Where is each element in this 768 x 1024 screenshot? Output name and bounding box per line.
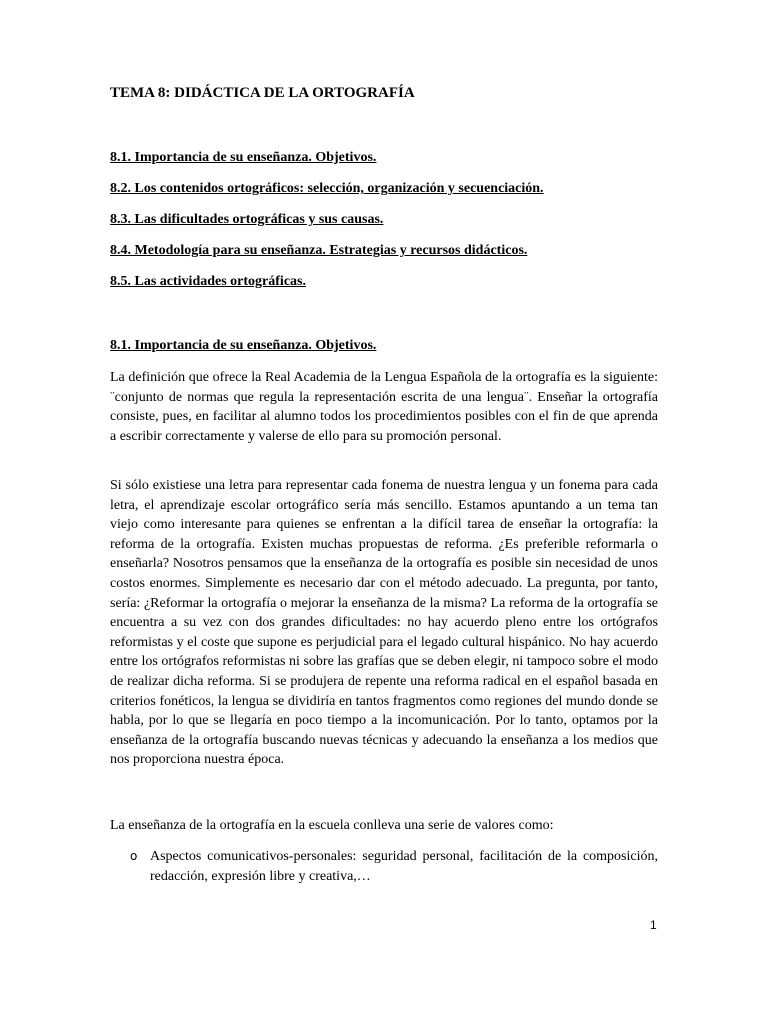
paragraph-values-intro: La enseñanza de la ortografía en la escuela conlleva una serie de valores como: <box>110 818 554 833</box>
toc-item-8-1: 8.1. Importancia de su enseñanza. Objetivos. <box>110 150 377 165</box>
document-title: TEMA 8: DIDÁCTICA DE LA ORTOGRAFÍA <box>110 85 415 101</box>
bullet-text: Aspectos comunicativos-personales: seguridad personal, facilitación de la composición, redacción, expresión libre y creativa,… <box>150 849 658 884</box>
toc-item-8-5: 8.5. Las actividades ortográficas. <box>110 274 306 289</box>
toc-item-8-4: 8.4. Metodología para su enseñanza. Estrategias y recursos didácticos. <box>110 243 528 258</box>
toc-item-8-2: 8.2. Los contenidos ortográficos: selección, organización y secuenciación. <box>110 181 544 196</box>
page-number: 1 <box>650 918 657 932</box>
bullet-item <box>130 847 658 886</box>
paragraph-reform: Si sólo existiese una letra para representar cada fonema de nuestra lengua y un fonema para cada letra, el aprendizaje escolar ortográfico sería más sencillo. Estamos apuntando a un tema tan viejo como interesante para quienes se enfrentan a la difícil tarea de enseñar la ortografía: la reforma de la ortografía. Existen muchas propuestas de reforma. ¿Es preferible reformarla o enseñarla? Nosotros pensamos que la enseñanza de la ortografía es posible sin necesidad de unos costos enormes. Simplemente es necesario dar con el método adecuado. La pregunta, por tanto, sería: ¿Reformar la ortografía o mejorar la enseñanza de la misma? La reforma de la ortografía se encuentra a su vez con dos grandes dificultades: no hay acuerdo pleno entre los ortógrafos reformistas y el coste que supone es perjudicial para el legado cultural hispánico. No hay acuerdo entre los ortógrafos reformistas ni sobre las grafías que se deben elegir, ni tampoco sobre el modo de realizar dicha reforma. Si se produjera de repente una reforma radical en el español basada en criterios fonéticos, la lengua se dividiría en tantos fragmentos como regiones del mundo donde se habla, por lo que se llegaría en poco tiempo a la incomunicación. Por lo tanto, optamos por la enseñanza de la ortografía buscando nuevas técnicas y adecuando la enseñanza a los medios que nos proporciona nuestra época. <box>110 478 658 768</box>
table-of-contents <box>110 149 658 304</box>
section-heading-8-1: 8.1. Importancia de su enseñanza. Objetivos. <box>110 338 377 353</box>
bullet-marker-icon: o <box>130 849 138 863</box>
paragraph-definition: La definición que ofrece la Real Academia de la Lengua Española de la ortografía es la siguiente: ¨conjunto de normas que regula la representación escrita de una lengua¨. Enseñar la ortografía consiste, pues, en facilitar al alumno todos los procedimientos posibles con el fin de que aprenda a escribir correctamente y valerse de ello para su promoción personal. <box>110 370 658 444</box>
toc-item-8-3: 8.3. Las dificultades ortográficas y sus causas. <box>110 212 384 227</box>
